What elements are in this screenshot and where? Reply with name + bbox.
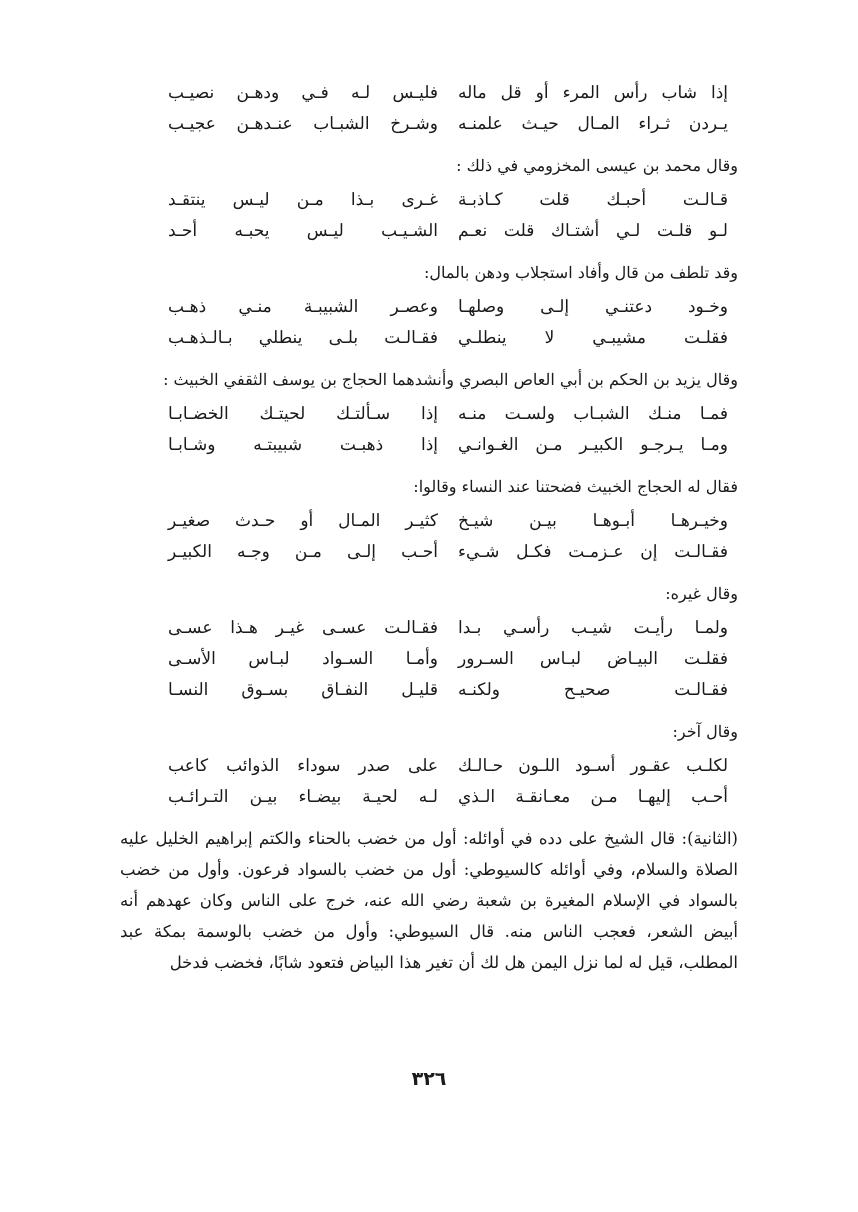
verse-first-hemistich: وخـود دعتنـي إلـى وصلهـا — [458, 297, 728, 317]
verse-first-hemistich: فمـا منـك الشبـاب ولسـت منـه — [458, 404, 728, 424]
verse-line — [120, 399, 738, 430]
poem-verses — [120, 399, 738, 461]
verse-first-hemistich: وخيـرهـا أبـوهـا بيـن شيـخ — [458, 511, 728, 531]
verse-line — [120, 613, 738, 644]
verse-second-hemistich: لـه لحيـة بيضـاء بيـن التـرائـب — [168, 787, 438, 807]
verse-second-hemistich: إذا سـألتـك لحيتـك الخضـابـا — [168, 404, 438, 424]
prose-paragraph: (الثانية): قال الشيخ على دده في أوائله: أول من خضب بالحناء والكتم إبراهيم الخليل عليه الصلاة والسلام، وفي أوائله كالسيوطي: أول من خضب بالسواد فرعون. وأول من خضب بالسواد في الإسلام المغيرة بن شعبة رضي الله عنه، خرج على الناس وكان عهدهم أنه أبيض الشعر، فعجب الناس منه. قال السيوطي: وأول من خضب بالوسمة بمكة عبد المطلب، قيل له لما نزل اليمن هل لك أن تغير هذا البياض فتعود شابًا، فخضب فدخل — [120, 829, 738, 972]
verse-second-hemistich: كثيـر المـال أو حـدث صغيـر — [168, 511, 438, 531]
verse-line — [120, 78, 738, 109]
verse-second-hemistich: فقـالـت عسـى غيـر هـذا عسـى — [168, 618, 438, 638]
verse-first-hemistich: لـو قلـت لـي أشتـاك قلت نعـم — [458, 221, 728, 241]
verse-line — [120, 430, 738, 461]
verse-line — [120, 644, 738, 675]
verse-second-hemistich: وعصـر الشبيبـة منـي ذهـب — [168, 297, 438, 317]
verse-line — [120, 216, 738, 247]
verse-line — [120, 675, 738, 706]
intro-line: وقال محمد بن عيسى المخزومي في ذلك : — [456, 156, 738, 175]
verse-first-hemistich: فقلـت البيـاض لبـاس السـرور — [458, 649, 728, 669]
verse-first-hemistich: قـالـت أحبـك قلت كـاذبـة — [458, 190, 728, 210]
verse-line — [120, 109, 738, 140]
verse-line — [120, 323, 738, 354]
verse-first-hemistich: ولمـا رأيـت شيـب رأسـي بـدا — [458, 618, 728, 638]
verse-first-hemistich: أحـب إليهـا مـن معـانقـة الـذي — [458, 787, 728, 807]
verse-second-hemistich: إذا ذهبـت شبيبتـه وشـابـا — [168, 435, 438, 455]
poem-verses — [120, 78, 738, 140]
verse-first-hemistich: ومـا يـرجـو الكبيـر مـن الغـوانـي — [458, 435, 728, 455]
verse-second-hemistich: الشـيـب ليـس يحبـه أحـد — [168, 221, 438, 241]
intro-line: فقال له الحجاج الخبيث فضحتنا عند النساء وقالوا: — [413, 477, 738, 496]
verse-second-hemistich: على صدر سوداء الذوائب كاعب — [168, 756, 438, 776]
verse-second-hemistich: قليـل النفـاق بسـوق النسـا — [168, 680, 438, 700]
verse-line — [120, 185, 738, 216]
intro-line: وقد تلطف من قال وأفاد استجلاب ودهن بالمال: — [424, 263, 738, 282]
verse-first-hemistich: إذا شاب رأس المرء أو قل ماله — [458, 83, 728, 103]
verse-first-hemistich: لكلـب عقـور أسـود اللـون حـالـك — [458, 756, 728, 776]
verse-first-hemistich: فقـالـت صحيـح ولكنـه — [458, 680, 728, 700]
poem-verses — [120, 292, 738, 354]
verse-second-hemistich: وشـرخ الشبـاب عنـدهـن عجيـب — [168, 114, 438, 134]
page-number: ٣٢٦ — [411, 1068, 447, 1090]
poem-verses — [120, 185, 738, 247]
poem-verses — [120, 613, 738, 706]
verse-second-hemistich: فليـس لـه فـي ودهـن نصيـب — [168, 83, 438, 103]
poem-verses — [120, 506, 738, 568]
verse-second-hemistich: غـرى بـذا مـن ليـس ينتقـد — [168, 190, 438, 210]
page-content — [120, 78, 738, 813]
poem-verses — [120, 751, 738, 813]
verse-first-hemistich: فقلـت مشيبـي لا ينطلـي — [458, 328, 728, 348]
intro-line: وقال يزيد بن الحكم بن أبي العاص البصري وأنشدهما الحجاج بن يوسف الثقفي الخبيث : — [163, 370, 738, 389]
verse-line — [120, 537, 738, 568]
verse-line — [120, 292, 738, 323]
verse-line — [120, 506, 738, 537]
verse-line — [120, 751, 738, 782]
verse-first-hemistich: يـردن ثـراء المـال حيـث علمنـه — [458, 114, 728, 134]
intro-line: وقال آخر: — [672, 722, 738, 741]
verse-second-hemistich: أحـب إلـى مـن وجـه الكبيـر — [168, 542, 438, 562]
verse-line — [120, 782, 738, 813]
verse-second-hemistich: وأمـا السـواد لبـاس الأسـى — [168, 649, 438, 669]
intro-line: وقال غيره: — [665, 584, 738, 603]
verse-first-hemistich: فقـالـت إن عـزمـت فكـل شـيء — [458, 542, 728, 562]
verse-second-hemistich: فقـالـت بلـى ينطلي بـالـذهـب — [168, 328, 438, 348]
